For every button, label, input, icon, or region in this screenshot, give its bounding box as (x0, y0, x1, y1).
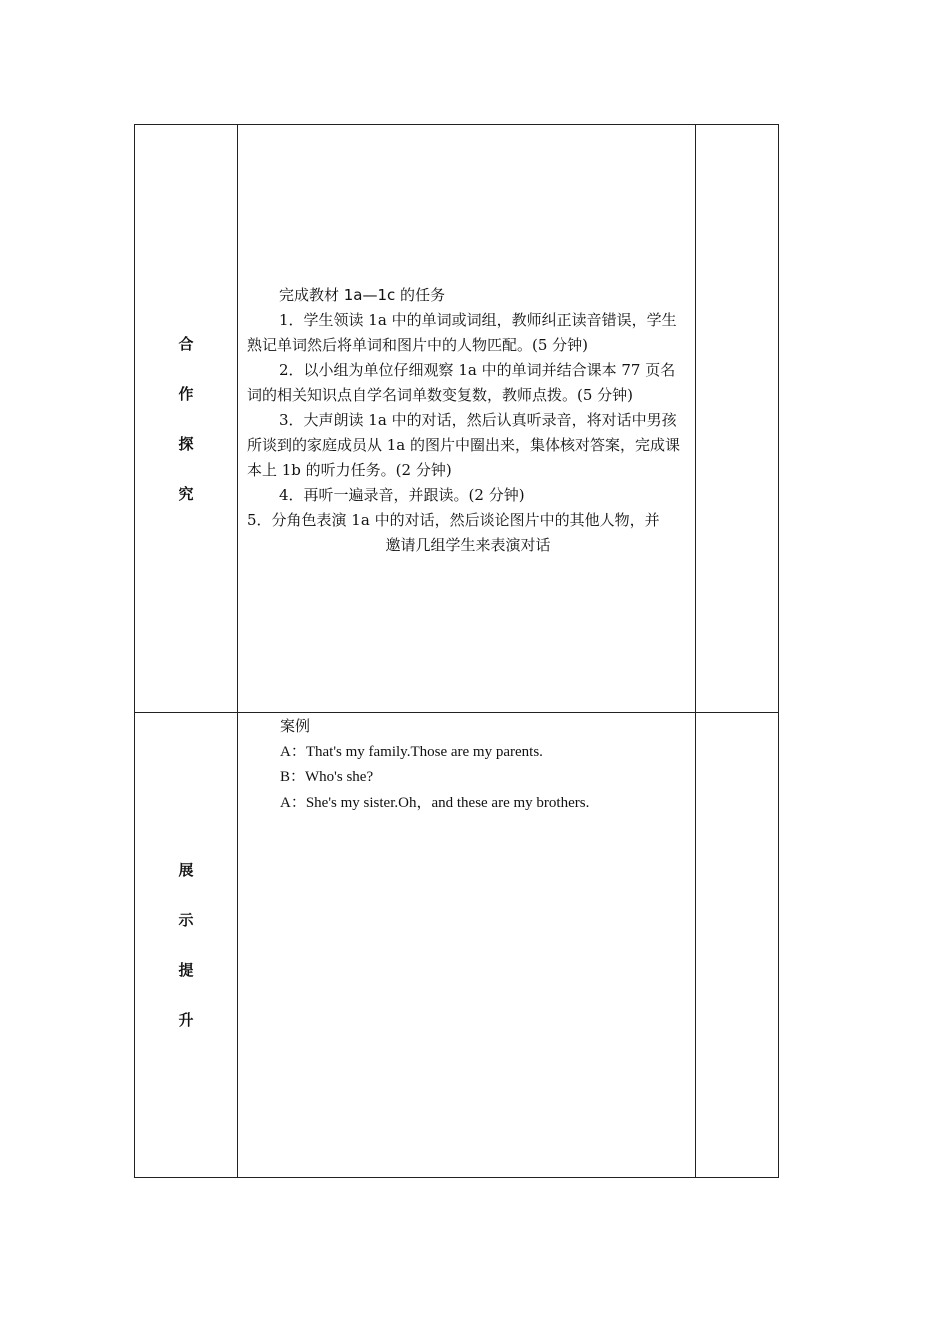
dialogue-line: A：She's my sister.Oh，and these are my brothers. (280, 794, 590, 811)
presentation-row (135, 713, 779, 1178)
dialogue-line: B：Who's she? (280, 769, 374, 785)
task-item-5-line-1: 5．分角色表演 1a 中的对话，然后谈论图片中的其他人物，并 (247, 511, 660, 529)
lesson-plan-table (134, 124, 779, 1178)
task-heading: 完成教材 1a—1c 的任务 (279, 286, 446, 304)
label-char: 究 (178, 484, 194, 503)
label-char: 示 (178, 911, 194, 929)
notes-cell (696, 713, 779, 1178)
section-label-cell (135, 125, 238, 713)
label-char: 探 (178, 434, 194, 453)
cooperative-exploration-row (135, 125, 779, 713)
section-label-presentation (135, 845, 237, 1045)
task-item-5-line-2: 邀请几组学生来表演对话 (385, 536, 551, 554)
task-item: 3．大声朗读 1a 中的对话，然后认真听录音，将对话中男孩所谈到的家庭成员从 1a 的图片中圈出来，集体核对答案，完成课本上 1b 的听力任务。(2 分钟) (247, 411, 681, 479)
tasks-cell (238, 125, 696, 713)
label-char: 展 (178, 861, 194, 879)
task-list (247, 283, 689, 558)
example-dialogue (280, 714, 690, 816)
dialogue-line: A：That's my family.Those are my parents. (280, 743, 543, 760)
task-item: 1．学生领读 1a 中的单词或词组，教师纠正读音错误，学生熟记单词然后将单词和图片中的人物匹配。(5 分钟) (247, 311, 677, 354)
section-label-cell (135, 713, 238, 1178)
example-cell (238, 713, 696, 1178)
task-item: 4．再听一遍录音，并跟读。(2 分钟) (279, 486, 525, 504)
label-char: 提 (178, 961, 194, 979)
label-char: 作 (178, 384, 194, 403)
task-item: 2．以小组为单位仔细观察 1a 中的单词并结合课本 77 页名词的相关知识点自学名词单数变复数，教师点拨。(5 分钟) (247, 361, 676, 404)
example-heading: 案例 (280, 717, 311, 735)
notes-cell (696, 125, 779, 713)
section-label-cooperative-exploration (135, 319, 237, 519)
label-char: 升 (178, 1011, 194, 1029)
label-char: 合 (178, 334, 194, 353)
